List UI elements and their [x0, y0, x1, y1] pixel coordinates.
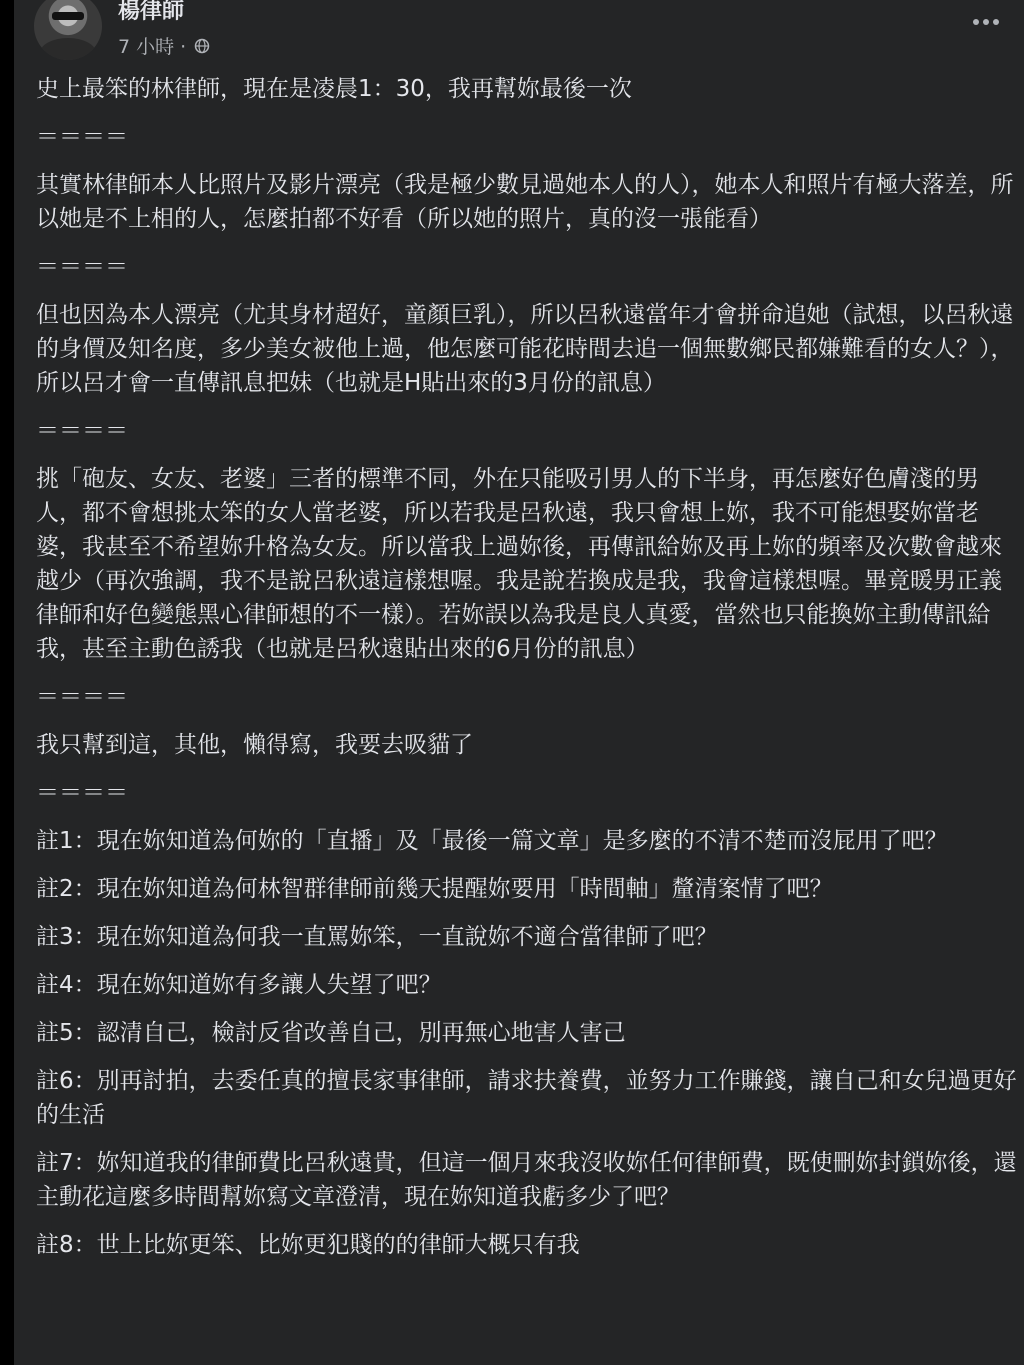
avatar[interactable] [34, 0, 102, 60]
post-divider: ＝＝＝＝ [36, 684, 128, 710]
post-card [14, 0, 1024, 1365]
post-paragraph: 但也因為本人漂亮（尤其身材超好，童顏巨乳），所以呂秋遠當年才會拼命追她（試想，以呂秋遠的身價及知名度，多少美女被他上過，他怎麼可能花時間去追一個無數鄉民都嫌難看的女人？），所以呂才會一直傳訊息把妹（也就是H貼出來的3月份的訊息） [36, 302, 1014, 396]
globe-icon [194, 38, 210, 54]
more-dots-icon [973, 19, 979, 25]
post-note: 註4：現在妳知道妳有多讓人失望了吧？ [36, 972, 442, 998]
post-body [36, 72, 1020, 1276]
more-dots-icon [983, 19, 989, 25]
post-note: 註3：現在妳知道為何我一直罵妳笨，一直說妳不適合當律師了吧？ [36, 924, 718, 950]
post-paragraph: 史上最笨的林律師，現在是凌晨1：30，我再幫妳最後一次 [36, 76, 632, 102]
more-options-button[interactable] [966, 6, 1006, 38]
post-divider: ＝＝＝＝ [36, 780, 128, 806]
post-paragraph: 挑「砲友、女友、老婆」三者的標準不同，外在只能吸引男人的下半身，再怎麼好色膚淺的男人，都不會想挑太笨的女人當老婆，所以若我是呂秋遠，我只會想上妳，我不可能想娶妳當老婆，我甚至不希望妳升格為女友。所以當我上過妳後，再傳訊給妳及再上妳的頻率及次數會越來越少（再次強調，我不是說呂秋遠這樣想喔。我是說若換成是我，我會這樣想喔。畢竟暖男正義律師和好色變態黑心律師想的不一樣）。若妳誤以為我是良人真愛，當然也只能換妳主動傳訊給我，甚至主動色誘我（也就是呂秋遠貼出來的6月份的訊息） [36, 466, 1002, 662]
post-note: 註6：別再討拍，去委任真的擅長家事律師，請求扶養費，並努力工作賺錢，讓自己和女兒過更好的生活 [36, 1068, 1017, 1128]
post-time[interactable]: 7 小時 · [118, 36, 187, 58]
post-paragraph: 其實林律師本人比照片及影片漂亮（我是極少數見過她本人的人），她本人和照片有極大落差，所以她是不上相的人，怎麼拍都不好看（所以她的照片，真的沒一張能看） [36, 172, 1014, 232]
post-note: 註5：認清自己，檢討反省改善自己，別再無心地害人害己 [36, 1020, 626, 1046]
avatar-shirt [40, 38, 96, 60]
post-meta [118, 32, 210, 59]
post-note: 註8：世上比妳更笨、比妳更犯賤的的律師大概只有我 [36, 1232, 580, 1258]
avatar-glasses [52, 12, 84, 20]
more-dots-icon [993, 19, 999, 25]
post-divider: ＝＝＝＝ [36, 124, 128, 150]
post-note: 註2：現在妳知道為何林智群律師前幾天提醒妳要用「時間軸」釐清案情了吧？ [36, 876, 833, 902]
post-note: 註7：妳知道我的律師費比呂秋遠貴，但這一個月來我沒收妳任何律師費，既使刪妳封鎖妳後，還主動花這麼多時間幫妳寫文章澄清，現在妳知道我虧多少了吧？ [36, 1150, 1017, 1210]
post-divider: ＝＝＝＝ [36, 254, 128, 280]
author-name[interactable]: 楊律師 [118, 0, 185, 24]
post-paragraph: 我只幫到這，其他，懶得寫，我要去吸貓了 [36, 732, 473, 758]
post-divider: ＝＝＝＝ [36, 418, 128, 444]
post-note: 註1：現在妳知道為何妳的「直播」及「最後一篇文章」是多麼的不清不楚而沒屁用了吧？ [36, 828, 948, 854]
